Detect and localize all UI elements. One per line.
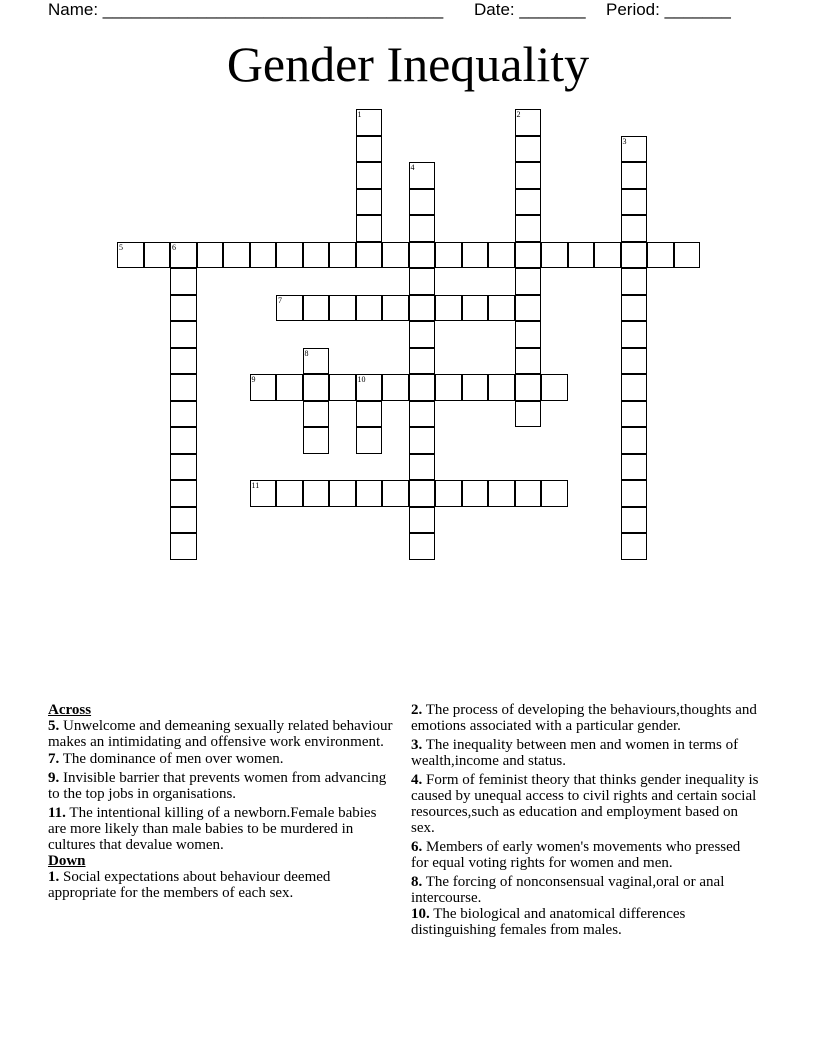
grid-cell[interactable] — [170, 268, 197, 295]
grid-cell[interactable] — [462, 374, 489, 401]
grid-cell[interactable] — [356, 189, 383, 216]
grid-cell[interactable] — [356, 215, 383, 242]
date-field[interactable]: Date: _______ — [474, 0, 586, 19]
grid-cell[interactable] — [303, 295, 330, 322]
grid-cell[interactable] — [276, 242, 303, 269]
grid-cell[interactable] — [382, 295, 409, 322]
grid-cell[interactable] — [170, 348, 197, 375]
clue-text: Social expectations about behaviour deemed appropriate for the members of each sex. — [48, 869, 331, 901]
grid-cell[interactable] — [462, 480, 489, 507]
clues-left-column — [48, 702, 398, 904]
grid-cell[interactable] — [250, 242, 277, 269]
cell-number: 8 — [304, 348, 309, 358]
grid-cell[interactable] — [515, 401, 542, 428]
grid-cell[interactable] — [409, 533, 436, 560]
grid-cell[interactable] — [356, 427, 383, 454]
clue-number: 5. — [48, 718, 60, 734]
clues-right-column — [411, 702, 761, 941]
grid-cell[interactable] — [515, 242, 542, 269]
student-info-header — [48, 0, 768, 22]
grid-cell[interactable] — [409, 295, 436, 322]
clue-across-5 — [48, 718, 398, 750]
grid-cell[interactable] — [515, 374, 542, 401]
grid-cell[interactable] — [488, 480, 515, 507]
grid-cell[interactable] — [621, 268, 648, 295]
grid-cell[interactable] — [356, 242, 383, 269]
grid-cell[interactable] — [409, 242, 436, 269]
grid-cell[interactable] — [435, 480, 462, 507]
clue-down-8 — [411, 874, 761, 906]
grid-cell[interactable] — [170, 295, 197, 322]
grid-cell[interactable] — [223, 242, 250, 269]
grid-cell[interactable] — [621, 480, 648, 507]
grid-cell[interactable] — [303, 242, 330, 269]
cell-number: 6 — [172, 242, 176, 252]
grid-cell[interactable] — [621, 374, 648, 401]
grid-cell[interactable] — [435, 374, 462, 401]
grid-cell[interactable] — [356, 401, 383, 428]
grid-cell[interactable] — [409, 454, 436, 481]
grid-cell[interactable] — [488, 242, 515, 269]
clue-text: Unwelcome and demeaning sexually related behaviour makes an intimidating and offensive work environment. — [48, 718, 393, 750]
grid-cell[interactable] — [621, 348, 648, 375]
grid-cell[interactable] — [197, 242, 224, 269]
grid-cell[interactable] — [568, 242, 595, 269]
grid-cell[interactable] — [621, 162, 648, 189]
grid-cell[interactable] — [356, 295, 383, 322]
grid-cell[interactable] — [621, 507, 648, 534]
grid-cell[interactable] — [409, 268, 436, 295]
grid-cell[interactable] — [621, 295, 648, 322]
grid-cell[interactable] — [170, 480, 197, 507]
grid-cell[interactable] — [515, 215, 542, 242]
cell-number: 10 — [357, 375, 366, 384]
clue-down-6 — [411, 839, 761, 871]
grid-cell[interactable] — [515, 480, 542, 507]
grid-cell[interactable] — [515, 321, 542, 348]
grid-cell[interactable] — [488, 374, 515, 401]
clue-down-10 — [411, 906, 761, 938]
grid-cell[interactable] — [541, 242, 568, 269]
clue-number: 6. — [411, 839, 423, 855]
clue-down-3 — [411, 737, 761, 769]
cell-number: 11 — [251, 481, 260, 490]
clue-number: 2. — [411, 702, 423, 718]
clue-number: 10. — [411, 906, 430, 922]
grid-cell[interactable] — [435, 242, 462, 269]
grid-cell[interactable] — [356, 480, 383, 507]
clue-text: Form of feminist theory that thinks gender inequality is caused by unequal access to civil rights and certain social resources,such as education and employment based on sex. — [411, 772, 759, 836]
clue-text: The intentional killing of a newborn.Female babies are more likely than male babies to be murdered in cultures that devalue women. — [48, 805, 377, 853]
clue-down-1 — [48, 869, 398, 901]
grid-cell[interactable] — [356, 136, 383, 163]
grid-cell[interactable] — [462, 295, 489, 322]
clue-number: 1. — [48, 869, 60, 885]
down-heading: Down — [48, 853, 86, 869]
clue-text: The inequality between men and women in terms of wealth,income and status. — [411, 737, 739, 769]
grid-cell[interactable] — [170, 533, 197, 560]
clue-down-4 — [411, 772, 761, 836]
grid-cell[interactable] — [541, 480, 568, 507]
grid-cell[interactable] — [329, 242, 356, 269]
grid-cell[interactable] — [409, 215, 436, 242]
grid-cell[interactable] — [382, 242, 409, 269]
period-field[interactable]: Period: _______ — [606, 0, 731, 19]
grid-cell[interactable] — [409, 507, 436, 534]
grid-cell[interactable] — [621, 215, 648, 242]
grid-cell[interactable] — [170, 374, 197, 401]
grid-cell[interactable] — [303, 427, 330, 454]
cell-number: 7 — [278, 295, 282, 305]
grid-cell[interactable] — [594, 242, 621, 269]
grid-cell[interactable] — [409, 427, 436, 454]
clue-text: Members of early women's movements who pressed for equal voting rights for women and men. — [411, 839, 741, 871]
grid-cell[interactable] — [621, 242, 648, 269]
clue-text: The dominance of men over women. — [62, 751, 284, 767]
grid-cell[interactable] — [621, 427, 648, 454]
grid-cell[interactable] — [356, 162, 383, 189]
clue-number: 11. — [48, 805, 66, 821]
grid-cell[interactable] — [329, 374, 356, 401]
across-heading: Across — [48, 702, 92, 718]
grid-cell[interactable] — [462, 242, 489, 269]
grid-cell[interactable] — [621, 454, 648, 481]
grid-cell[interactable] — [170, 427, 197, 454]
clue-number: 4. — [411, 772, 423, 788]
grid-cell[interactable] — [488, 295, 515, 322]
cell-number: 4 — [410, 163, 415, 172]
grid-cell[interactable] — [409, 480, 436, 507]
grid-cell[interactable] — [144, 242, 171, 269]
grid-cell[interactable] — [303, 401, 330, 428]
grid-cell[interactable] — [515, 136, 542, 163]
grid-cell[interactable] — [303, 480, 330, 507]
clue-number: 9. — [48, 770, 60, 786]
grid-cell[interactable] — [382, 374, 409, 401]
clue-across-7 — [48, 751, 398, 767]
clue-number: 8. — [411, 874, 423, 890]
grid-cell[interactable] — [621, 189, 648, 216]
clue-text: The biological and anatomical differences distinguishing females from males. — [411, 906, 686, 938]
cell-number: 1 — [357, 110, 362, 119]
grid-cell[interactable] — [329, 480, 356, 507]
grid-cell[interactable] — [276, 480, 303, 507]
grid-cell[interactable] — [303, 374, 330, 401]
grid-cell[interactable] — [409, 374, 436, 401]
grid-cell[interactable] — [170, 321, 197, 348]
grid-cell[interactable] — [170, 401, 197, 428]
grid-cell[interactable] — [276, 374, 303, 401]
grid-cell[interactable] — [170, 507, 197, 534]
clue-across-11 — [48, 805, 398, 853]
grid-cell[interactable] — [515, 348, 542, 375]
grid-cell[interactable] — [409, 189, 436, 216]
grid-cell[interactable] — [647, 242, 674, 269]
grid-cell[interactable] — [409, 401, 436, 428]
cell-number: 2 — [516, 110, 521, 119]
grid-cell[interactable] — [515, 189, 542, 216]
cell-number: 5 — [119, 242, 123, 252]
grid-cell[interactable] — [515, 295, 542, 322]
grid-cell[interactable] — [541, 374, 568, 401]
name-field[interactable]: Name: ____________________________________ — [48, 0, 444, 19]
clue-number: 7. — [48, 751, 60, 767]
clue-text: Invisible barrier that prevents women from advancing to the top jobs in organisations. — [48, 770, 387, 802]
grid-cell[interactable] — [435, 295, 462, 322]
grid-cell[interactable] — [621, 533, 648, 560]
clue-text: The forcing of nonconsensual vaginal,oral or anal intercourse. — [411, 874, 725, 906]
grid-cell[interactable] — [621, 321, 648, 348]
grid-cell[interactable] — [329, 295, 356, 322]
grid-cell[interactable] — [409, 321, 436, 348]
clue-text: The process of developing the behaviours,thoughts and emotions associated with a particular gender. — [411, 702, 757, 734]
grid-cell[interactable] — [674, 242, 701, 269]
cell-number: 9 — [251, 375, 256, 384]
cell-number: 3 — [622, 136, 627, 146]
grid-cell[interactable] — [515, 162, 542, 189]
grid-cell[interactable] — [170, 454, 197, 481]
clue-number: 3. — [411, 737, 423, 753]
clue-across-9 — [48, 770, 398, 802]
page-title: Gender Inequality — [226, 36, 590, 92]
grid-cell[interactable] — [621, 401, 648, 428]
grid-cell[interactable] — [382, 480, 409, 507]
grid-cell[interactable] — [409, 348, 436, 375]
grid-cell[interactable] — [515, 268, 542, 295]
clue-down-2 — [411, 702, 761, 734]
